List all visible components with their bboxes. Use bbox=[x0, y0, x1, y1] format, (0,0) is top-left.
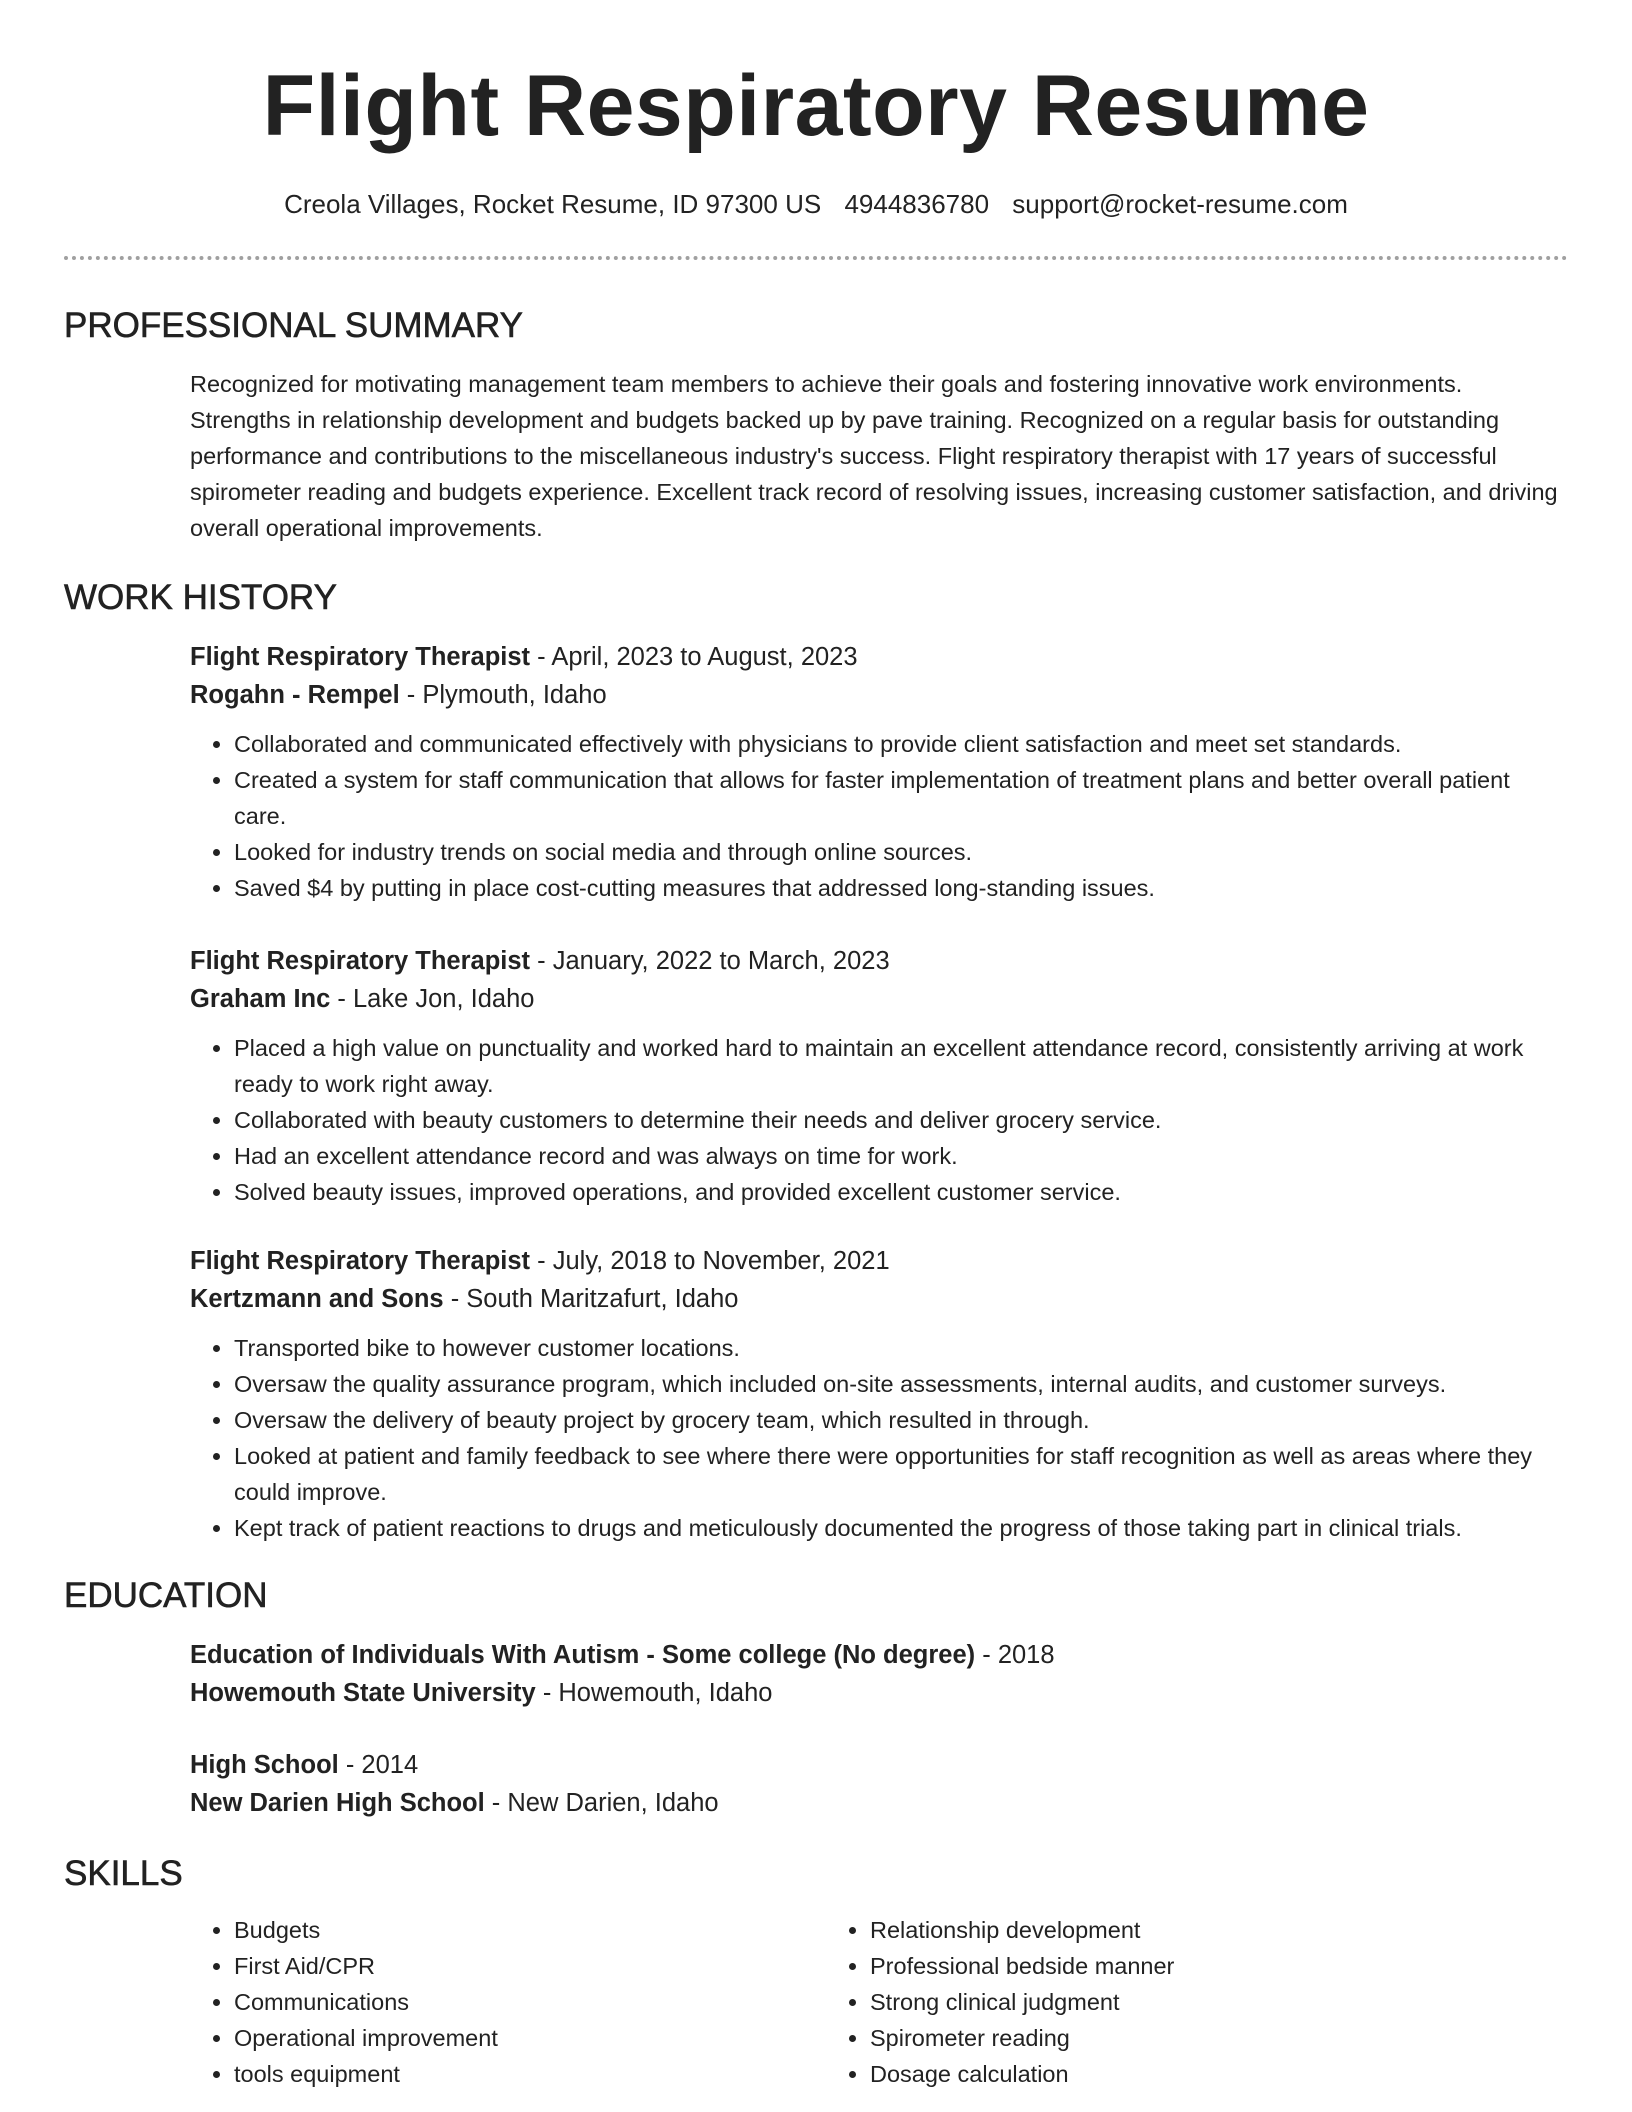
job-role: Flight Respiratory Therapist bbox=[190, 643, 531, 671]
job-company-line bbox=[190, 980, 1568, 1018]
skills-list-right bbox=[826, 1912, 1462, 2092]
job-bullet: • Had an excellent attendance record and was always on time for work. bbox=[234, 1138, 1568, 1174]
job-title-line bbox=[190, 1242, 1568, 1280]
education-degree: Education of Individuals With Autism - Some college (No degree) bbox=[190, 1641, 976, 1669]
education-year: - 2018 bbox=[975, 1641, 1055, 1669]
education-location: - New Darien, Idaho bbox=[484, 1789, 719, 1817]
job-bullet: • Saved $4 by putting in place cost-cutting measures that addressed long-standing issues. bbox=[234, 870, 1568, 906]
job-entry bbox=[190, 1242, 1568, 1546]
job-bullet: • Collaborated and communicated effectively with physicians to provide client satisfaction and meet set standards. bbox=[234, 726, 1568, 762]
job-bullets bbox=[190, 1030, 1568, 1210]
job-location: - South Maritzafurt, Idaho bbox=[443, 1285, 739, 1313]
summary-text: Recognized for motivating management team members to achieve their goals and fostering innovative work environments. Strengths in relationship development and budgets backed up by pave training. Recognized on a regular basis for outstanding performance and contributions to the miscellaneous industry's success. Flight respiratory therapist with 17 years of successful spirometer reading and budgets experience. Excellent track record of resolving issues, increasing customer satisfaction, and driving overall operational improvements. bbox=[190, 371, 1558, 541]
job-company: Graham Inc bbox=[190, 985, 331, 1013]
skill-item: • tools equipment bbox=[234, 2056, 826, 2092]
education-school: Howemouth State University bbox=[190, 1679, 536, 1707]
job-title-line bbox=[190, 942, 1568, 980]
contact-address: Creola Villages, Rocket Resume, ID 97300 US bbox=[284, 189, 822, 219]
education-school-line bbox=[190, 1674, 1568, 1712]
job-bullet: • Placed a high value on punctuality and worked hard to maintain an excellent attendance record, consistently arriving at work ready to work right away. bbox=[234, 1030, 1568, 1102]
skills-section bbox=[64, 1852, 1568, 2092]
job-company-line bbox=[190, 676, 1568, 714]
education-entry bbox=[190, 1636, 1568, 1712]
job-bullet: • Collaborated with beauty customers to determine their needs and deliver grocery service. bbox=[234, 1102, 1568, 1138]
education-degree-line bbox=[190, 1636, 1568, 1674]
job-bullet: • Solved beauty issues, improved operations, and provided excellent customer service. bbox=[234, 1174, 1568, 1210]
summary-title: PROFESSIONAL SUMMARY bbox=[64, 306, 523, 345]
job-company-line bbox=[190, 1280, 1568, 1318]
job-title-line bbox=[190, 638, 1568, 676]
contact-email: support@rocket-resume.com bbox=[1012, 189, 1348, 219]
job-bullet: • Looked for industry trends on social media and through online sources. bbox=[234, 834, 1568, 870]
skill-item: • Spirometer reading bbox=[870, 2020, 1462, 2056]
job-company: Rogahn - Rempel bbox=[190, 681, 400, 709]
contact-phone: 4944836780 bbox=[844, 189, 990, 219]
education-degree: High School bbox=[190, 1751, 339, 1779]
job-bullet: • Oversaw the delivery of beauty project by grocery team, which resulted in through. bbox=[234, 1402, 1568, 1438]
job-location: - Lake Jon, Idaho bbox=[330, 985, 535, 1013]
skill-item: • First Aid/CPR bbox=[234, 1948, 826, 1984]
education-year: - 2014 bbox=[338, 1751, 419, 1779]
education-school-line bbox=[190, 1784, 1568, 1822]
skills-list-left bbox=[190, 1912, 826, 2092]
skills-columns bbox=[190, 1912, 1568, 2092]
work-history-title: WORK HISTORY bbox=[64, 578, 337, 617]
education-location: - Howemouth, Idaho bbox=[535, 1679, 773, 1707]
job-bullet: • Oversaw the quality assurance program, which included on-site assessments, internal audits, and customer surveys. bbox=[234, 1366, 1568, 1402]
job-role: Flight Respiratory Therapist bbox=[190, 947, 531, 975]
job-bullet: • Transported bike to however customer locations. bbox=[234, 1330, 1568, 1366]
job-bullets bbox=[190, 1330, 1568, 1546]
job-entry bbox=[190, 942, 1568, 1210]
job-bullet: • Looked at patient and family feedback to see where there were opportunities for staff recognition as well as areas where they could improve. bbox=[234, 1438, 1568, 1510]
education-school: New Darien High School bbox=[190, 1789, 485, 1817]
work-history-section bbox=[64, 576, 1568, 1546]
job-location: - Plymouth, Idaho bbox=[399, 681, 607, 709]
job-company: Kertzmann and Sons bbox=[190, 1285, 444, 1313]
skill-item: • Operational improvement bbox=[234, 2020, 826, 2056]
skill-item: • Dosage calculation bbox=[870, 2056, 1462, 2092]
resume-name: Flight Respiratory Resume bbox=[262, 58, 1370, 154]
job-bullet: • Kept track of patient reactions to drugs and meticulously documented the progress of those taking part in clinical trials. bbox=[234, 1510, 1568, 1546]
education-section bbox=[64, 1574, 1568, 1822]
header-divider bbox=[64, 256, 1568, 260]
skill-item: • Strong clinical judgment bbox=[870, 1984, 1462, 2020]
skill-item: • Communications bbox=[234, 1984, 826, 2020]
education-degree-line bbox=[190, 1746, 1568, 1784]
skill-item: • Budgets bbox=[234, 1912, 826, 1948]
skill-item: • Relationship development bbox=[870, 1912, 1462, 1948]
job-dates: - April, 2023 to August, 2023 bbox=[530, 643, 858, 671]
job-bullets bbox=[190, 726, 1568, 906]
education-title: EDUCATION bbox=[64, 1576, 268, 1615]
skill-item: • Professional bedside manner bbox=[870, 1948, 1462, 1984]
education-entry bbox=[190, 1746, 1568, 1822]
job-dates: - July, 2018 to November, 2021 bbox=[530, 1247, 890, 1275]
job-bullet: • Created a system for staff communication that allows for faster implementation of treatment plans and better overall patient care. bbox=[234, 762, 1568, 834]
contact-line bbox=[64, 186, 1568, 222]
job-entry bbox=[190, 638, 1568, 906]
summary-section bbox=[64, 304, 1568, 546]
job-role: Flight Respiratory Therapist bbox=[190, 1247, 531, 1275]
skills-title: SKILLS bbox=[64, 1854, 183, 1893]
job-dates: - January, 2022 to March, 2023 bbox=[530, 947, 890, 975]
